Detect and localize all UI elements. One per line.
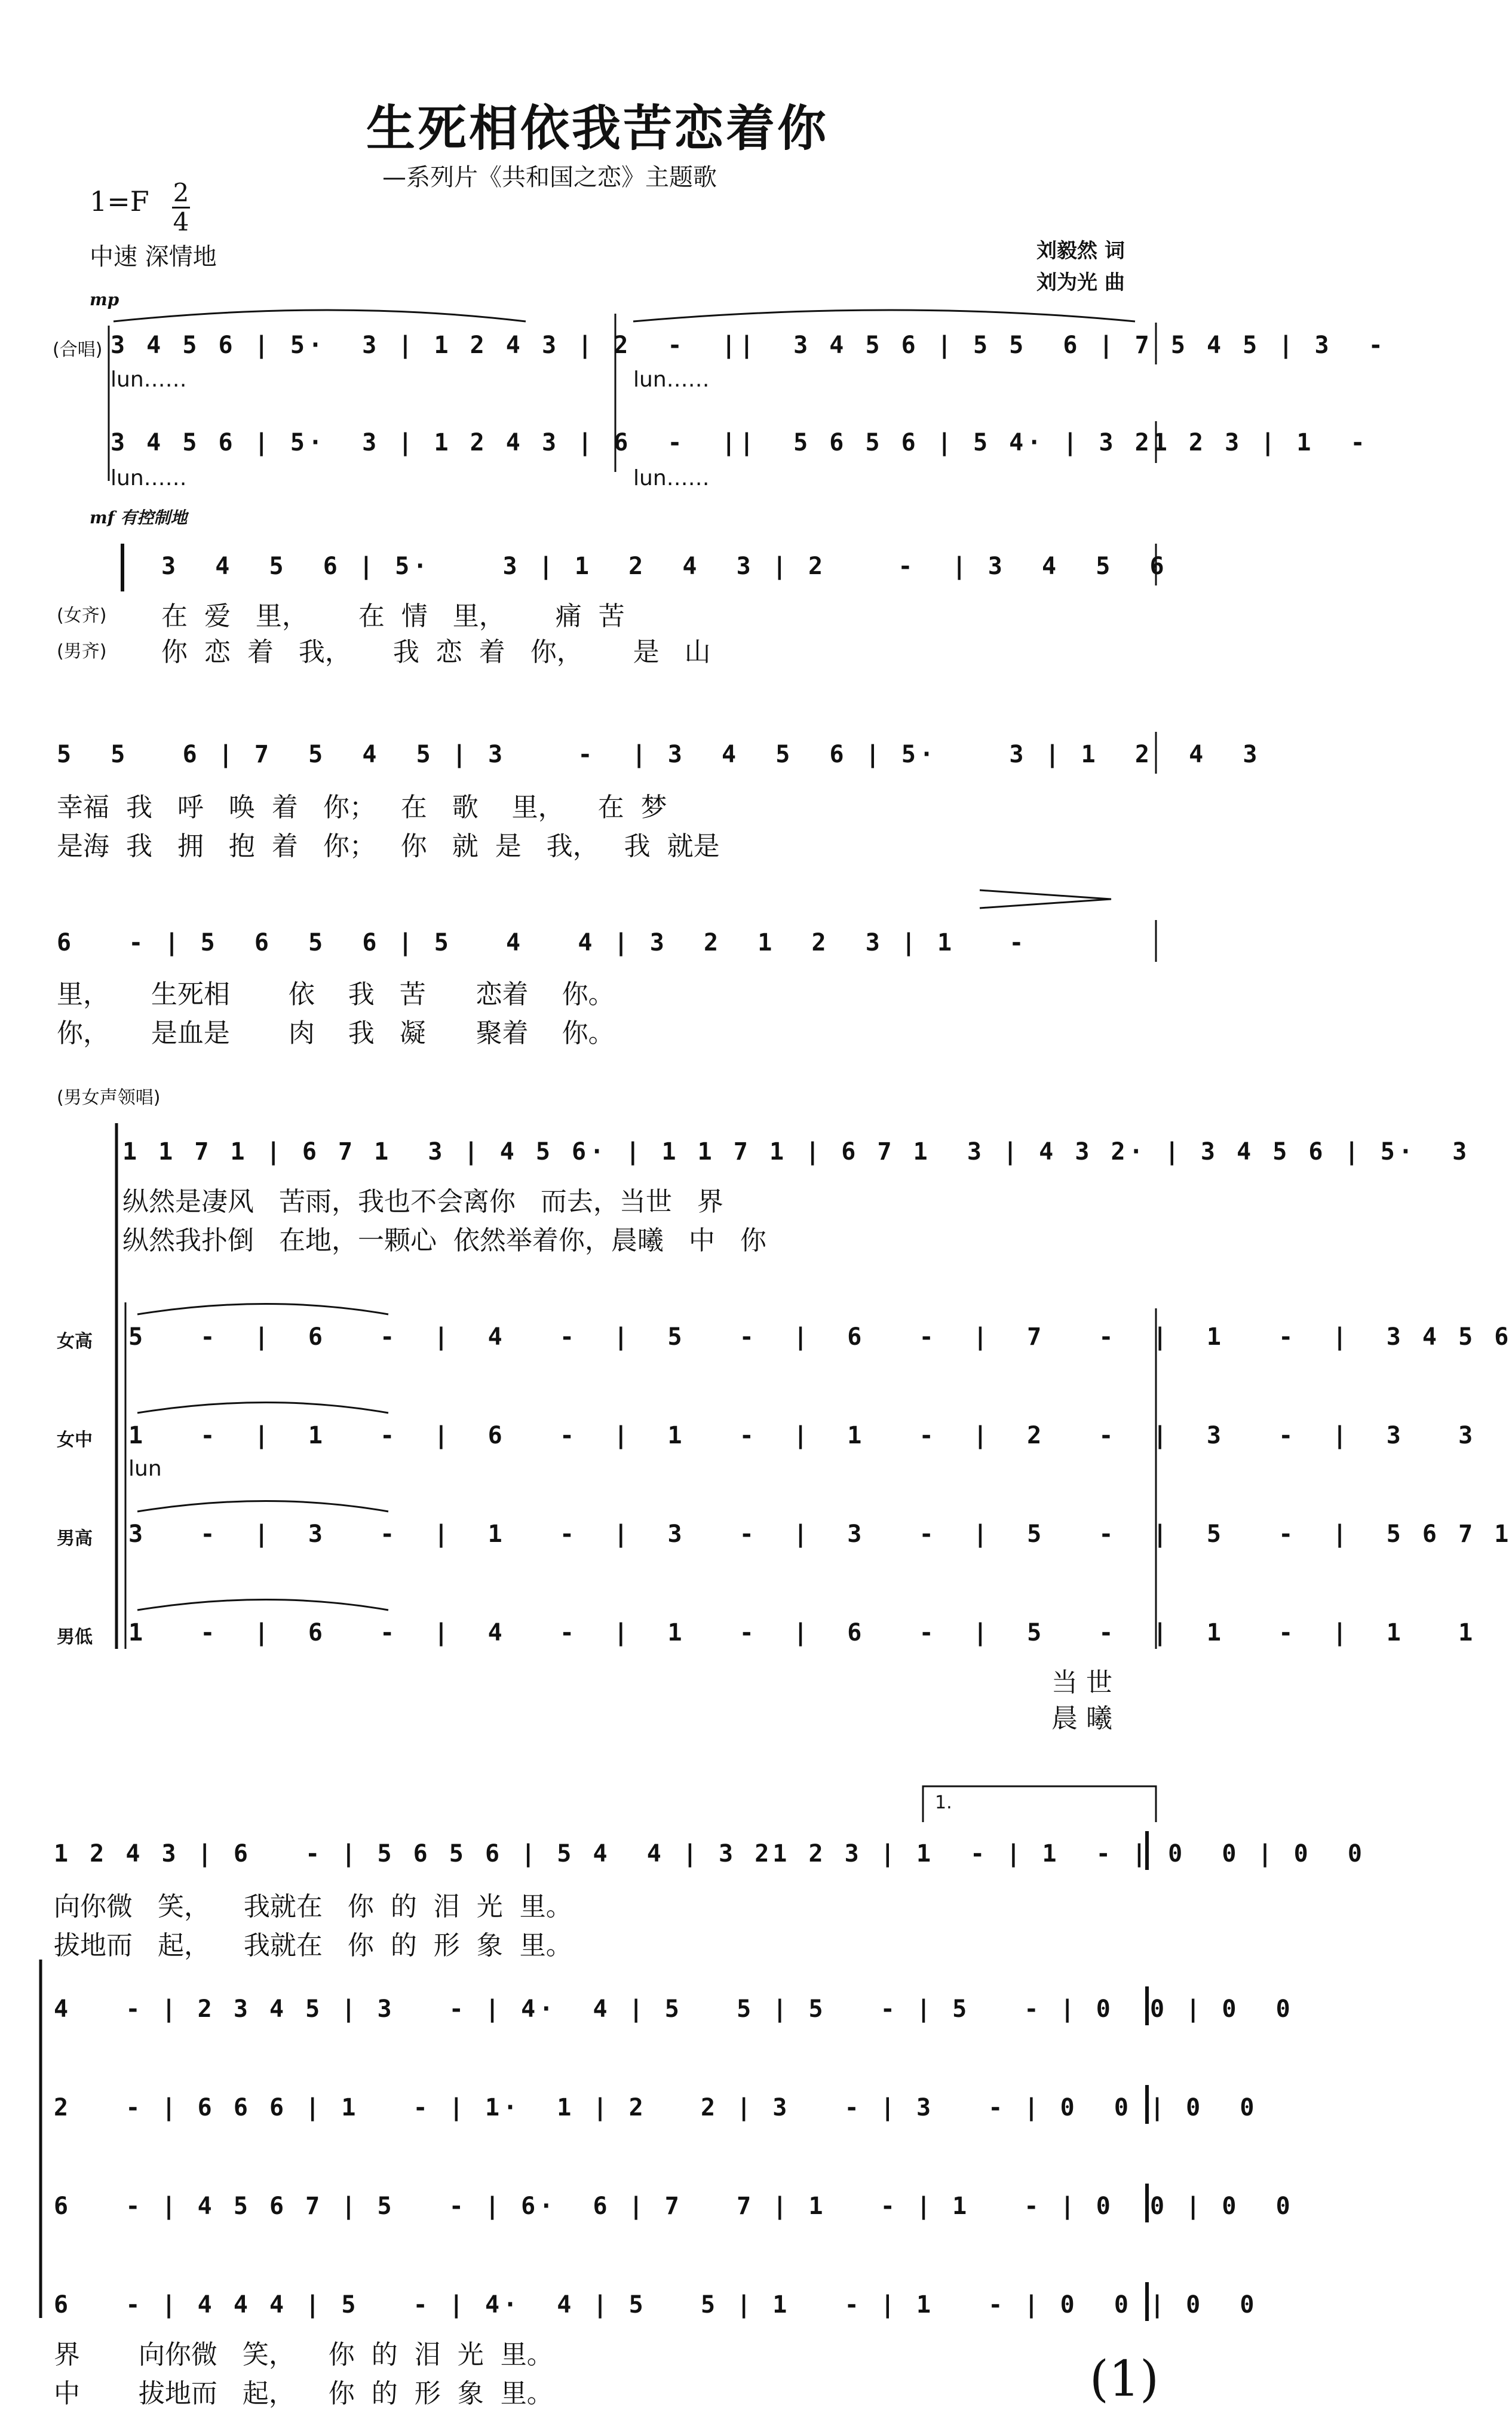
time-signature-bottom: 4	[173, 207, 189, 237]
song-subtitle: —系列片《共和国之恋》主题歌	[382, 164, 717, 191]
female-unison-label: (女齐)	[57, 605, 107, 626]
verse-row3-lyric-male: 你， 是血是 肉 我 凝 聚着 你。	[57, 1018, 615, 1048]
key-signature: 1=F	[90, 185, 149, 217]
intro-dynamic: mp	[90, 290, 119, 309]
slur-alto	[137, 1403, 388, 1414]
tempo-marking: 中速 深情地	[90, 243, 217, 271]
ending-lead-notes: 1 2 4 3 | 6 - | 5 6 5 6 | 5 4 4 | 3 21 2 3 | 1 - | 1 - | 0 0 | 0 0	[54, 1840, 1366, 1868]
verse-row1-lyric-female: 在 爱 里， 在 情 里， 痛 苦	[161, 601, 625, 631]
intro-part-label: (合唱)	[53, 339, 103, 360]
chorus-tail-lyric-1: 当 世	[1051, 1667, 1112, 1698]
page-number: (1)	[1089, 2351, 1159, 2408]
bass-notes: 1 - | 6 - | 4 - | 1 - | 6 - | 5 - | 1 - | 1 1	[128, 1619, 1477, 1646]
composer-credit: 刘为光 曲	[1036, 271, 1125, 295]
male-unison-label: (男齐)	[57, 641, 107, 662]
ending-bass-notes: 6 - | 4 4 4 | 5 - | 4· 4 | 5 5 | 1 - | 1 - | 0 0 | 0 0	[54, 2291, 1258, 2319]
chorus-lead-lyric-1: 纵然是凄风 苦雨，我也不会离你 而去，当世 界	[122, 1186, 723, 1217]
soprano-label: 女高	[57, 1331, 93, 1352]
chorus-lead-notes: 1 1 7 1 | 6 7 1 3 | 4 5 6· | 1 1 7 1 | 6 7 1 3 | 4 3 2· | 3 4 5 6 | 5· 3	[122, 1138, 1471, 1166]
intro-line2-lun-a: lun……	[111, 466, 187, 490]
verse-row2-lyric-female: 幸福 我 呼 唤 着 你； 在 歌 里， 在 梦	[57, 792, 667, 823]
ending-bottom-lyric-1: 界 向你微 笑， 你 的 泪 光 里。	[54, 2340, 553, 2370]
alto-label: 女中	[57, 1430, 93, 1451]
slur-intro-right	[633, 310, 1135, 321]
ending-alto-notes: 2 - | 6 6 6 | 1 - | 1· 1 | 2 2 | 3 - | 3 - | 0 0 | 0 0	[54, 2094, 1258, 2121]
intro-line1-notes: 3 4 5 6 | 5· 3 | 1 2 4 3 | 2 - || 3 4 5 6 | 5 5 6 | 7 5 4 5 | 3 -	[111, 332, 1387, 359]
slur-intro-top	[114, 310, 526, 321]
tenor-notes: 3 - | 3 - | 1 - | 3 - | 3 - | 5 - | 5 - | 5 6 7 1	[128, 1520, 1512, 1548]
volta-label: 1.	[935, 1792, 952, 1813]
verse-row3-lyric-female: 里， 生死相 依 我 苦 恋着 你。	[57, 979, 615, 1010]
slur-soprano	[137, 1304, 388, 1315]
chorus-tail-lyric-2: 晨 曦	[1051, 1703, 1112, 1734]
tenor-label: 男高	[57, 1528, 93, 1549]
song-title: 生死相依我苦恋着你	[366, 100, 829, 157]
slur-bass	[137, 1600, 388, 1611]
slur-tenor	[137, 1501, 388, 1512]
ending-tenor-notes: 6 - | 4 5 6 7 | 5 - | 6· 6 | 7 7 | 1 - | 1 - | 0 0 | 0 0	[54, 2193, 1294, 2220]
intro-line1-lun-a: lun……	[111, 367, 187, 392]
ending-lead-lyric-2: 拔地而 起， 我就在 你 的 形 象 里。	[54, 1930, 572, 1961]
alto-notes: 1 - | 1 - | 6 - | 1 - | 1 - | 2 - | 3 - | 3 3	[128, 1422, 1477, 1449]
soprano-notes: 5 - | 6 - | 4 - | 5 - | 6 - | 7 - | 1 - | 3 4 5 6	[128, 1323, 1512, 1351]
intro-line1-lun-b: lun……	[633, 367, 710, 392]
verse-dynamic: mf 有控制地	[90, 508, 188, 528]
ending-soprano-notes: 4 - | 2 3 4 5 | 3 - | 4· 4 | 5 5 | 5 - | 5 - | 0 0 | 0 0	[54, 1995, 1294, 2023]
verse-row1-lyric-male: 你 恋 着 我， 我 恋 着 你， 是 山	[161, 637, 711, 667]
verse-row3-notes: 6 - | 5 6 5 6 | 5 4 4 | 3 2 1 2 3 | 1 -	[57, 929, 1028, 956]
intro-line2-lun-b: lun……	[633, 466, 710, 490]
decrescendo-hairpin	[980, 890, 1111, 908]
bass-label: 男低	[57, 1627, 93, 1648]
time-signature-top: 2	[173, 178, 189, 207]
ending-bottom-lyric-2: 中 拔地而 起， 你 的 形 象 里。	[54, 2378, 553, 2409]
volta-bracket	[923, 1786, 1156, 1822]
verse-row2-lyric-male: 是海 我 拥 抱 着 你； 你 就 是 我， 我 就是	[57, 831, 720, 861]
ending-lead-lyric-1: 向你微 笑， 我就在 你 的 泪 光 里。	[54, 1891, 572, 1922]
lead-label: (男女声领唱)	[57, 1087, 161, 1108]
intro-line2-notes: 3 4 5 6 | 5· 3 | 1 2 4 3 | 6 - || 5 6 5 6 | 5 4· | 3 21 2 3 | 1 -	[111, 429, 1369, 456]
lyricist-credit: 刘毅然 词	[1036, 239, 1125, 263]
chorus-lead-lyric-2: 纵然我扑倒 在地，一颗心 依然举着你，晨曦 中 你	[122, 1225, 766, 1256]
alto-lun: lun	[128, 1457, 162, 1481]
verse-row2-notes: 5 5 6 | 7 5 4 5 | 3 - | 3 4 5 6 | 5· 3 | 1 2 4 3	[57, 741, 1261, 768]
verse-row1-notes: 3 4 5 6 | 5· 3 | 1 2 4 3 | 2 - | 3 4 5 6	[161, 553, 1168, 580]
